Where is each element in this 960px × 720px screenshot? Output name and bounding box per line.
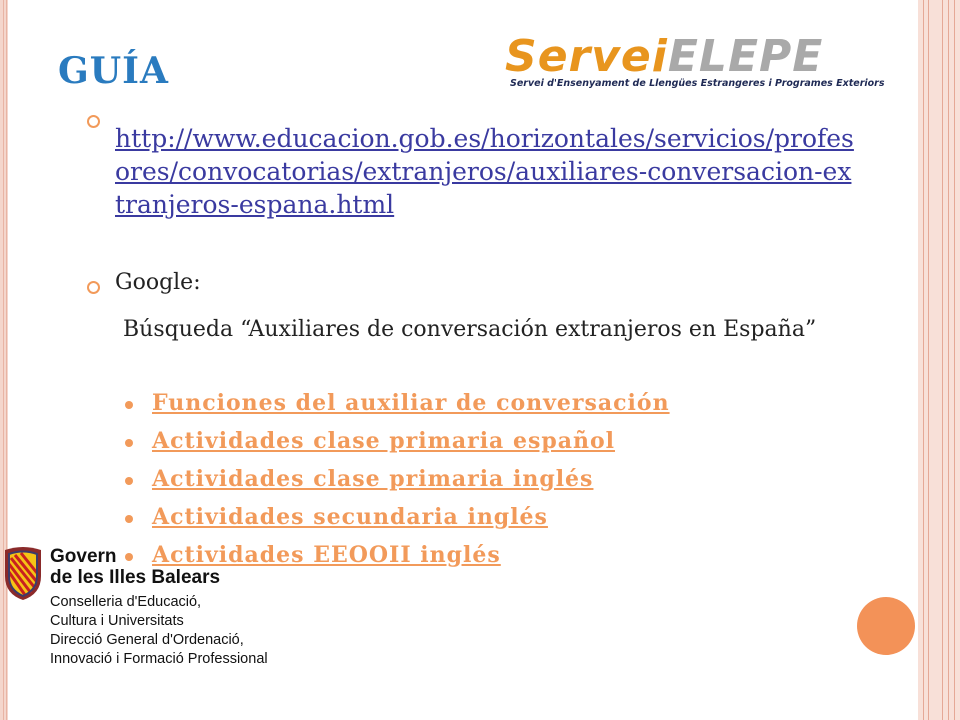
coat-of-arms-icon	[1, 546, 45, 602]
govern-name-line1: Govern	[50, 546, 117, 567]
govern-name	[50, 546, 220, 588]
ministry-url-link[interactable]: http://www.educacion.gob.es/horizontales/servicios/profesores/convocatorias/extranjeros/auxiliares-conversacion-extranjeros-espana.html	[115, 124, 854, 219]
logo-word-elepe: ELEPE	[667, 31, 824, 82]
servei-elepe-logo	[500, 30, 910, 100]
slide-title: GUÍA	[58, 50, 169, 92]
search-phrase	[115, 312, 835, 347]
govern-dept-line: Cultura i Universitats	[50, 613, 184, 629]
bullet-dot-icon	[125, 477, 133, 485]
logo-word-servei: Servei	[505, 31, 668, 82]
google-label: Google:	[115, 270, 201, 295]
search-phrase-text: Búsqueda “Auxiliares de conversación extranjeros en España”	[123, 317, 817, 342]
link-funciones-auxiliar[interactable]: Funciones del auxiliar de conversación	[152, 390, 670, 416]
govern-dept-line: Conselleria d'Educació,	[50, 594, 202, 610]
bullet-dot-icon	[125, 439, 133, 447]
bullet-dot-icon	[125, 401, 133, 409]
link-primaria-espanol[interactable]: Actividades clase primaria español	[152, 428, 616, 454]
bullet-ring-icon	[87, 115, 100, 128]
govern-name-line2: de les Illes Balears	[50, 567, 221, 588]
govern-dept-line: Direcció General d'Ordenació,	[50, 632, 244, 648]
link-eeooii-ingles[interactable]: Actividades EEOOII inglés	[152, 542, 501, 568]
govern-illes-balears-logo	[0, 545, 300, 685]
bullet-dot-icon	[125, 515, 133, 523]
govern-department	[50, 593, 268, 669]
govern-dept-line: Innovació i Formació Professional	[50, 651, 268, 667]
link-secundaria-ingles[interactable]: Actividades secundaria inglés	[152, 504, 548, 530]
logo-subtitle: Servei d'Ensenyament de Llengües Estrangeres i Programes Exteriors	[510, 78, 885, 89]
link-primaria-ingles[interactable]: Actividades clase primaria inglés	[152, 466, 594, 492]
decorative-orange-circle	[857, 597, 915, 655]
bullet-ring-icon	[87, 281, 100, 294]
right-border-decoration	[918, 0, 960, 720]
